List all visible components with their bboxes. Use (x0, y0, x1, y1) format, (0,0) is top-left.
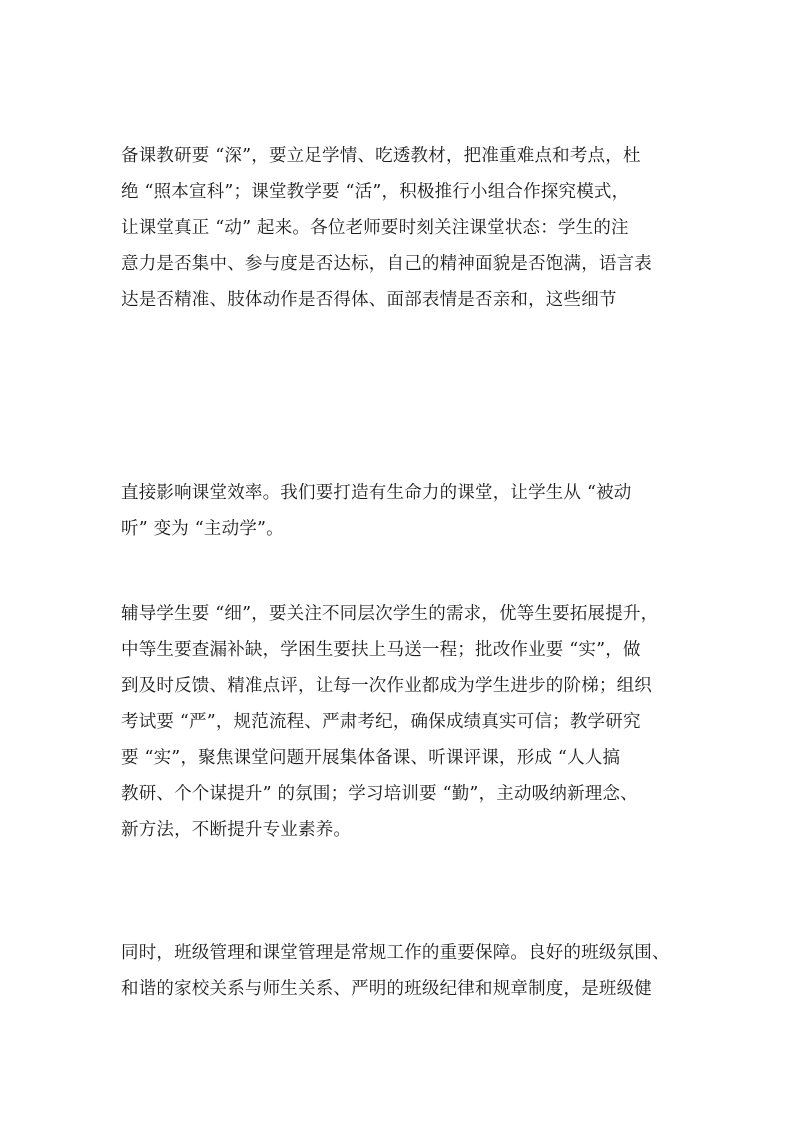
text-line: 要 “实”，聚焦课堂问题开展集体备课、听课评课，形成 “人人搞 (121, 748, 621, 768)
text-line: 辅导学生要 “细”，要关注不同层次学生的需求，优等生要拓展提升， (121, 604, 659, 624)
text-line: 听” 变为 “主动学”。 (121, 519, 284, 539)
text-line: 直接影响课堂效率。我们要打造有生命力的课堂，让学生从 “被动 (121, 483, 632, 503)
text-line: 到及时反馈、精准点评，让每一次作业都成为学生进步的阶梯；组织 (121, 676, 652, 696)
text-line: 绝 “照本宣科”；课堂教学要 “活”，积极推行小组合作探究模式， (121, 182, 630, 202)
text-line: 新方法，不断提升专业素养。 (121, 820, 352, 840)
text-line: 备课教研要 “深”，要立足学情、吃透教材，把准重难点和考点，杜 (121, 146, 641, 166)
text-line: 达是否精准、肢体动作是否得体、面部表情是否亲和，这些细节 (121, 290, 617, 310)
text-line: 考试要 “严”，规范流程、严肃考纪，确保成绩真实可信；教学研究 (121, 712, 641, 732)
text-line: 同时，班级管理和课堂管理是常规工作的重要保障。良好的班级氛围、 (121, 943, 670, 963)
text-line: 让课堂真正 “动” 起来。各位老师要时刻关注课堂状态：学生的注 (121, 218, 629, 238)
paragraph-classroom-efficiency (121, 475, 681, 547)
text-line: 意力是否集中、参与度是否达标，自己的精神面貌是否饱满，语言表 (121, 254, 652, 274)
text-line: 中等生要查漏补缺，学困生要扶上马送一程；批改作业要 “实”，做 (121, 640, 641, 660)
paragraph-student-tutoring (121, 596, 681, 848)
paragraph-class-management (121, 935, 681, 1007)
text-line: 教研、个个谋提升” 的氛围；学习培训要 “勤”，主动吸纳新理念、 (121, 784, 638, 804)
paragraph-lesson-preparation (121, 138, 681, 318)
text-line: 和谐的家校关系与师生关系、严明的班级纪律和规章制度，是班级健 (121, 979, 652, 999)
